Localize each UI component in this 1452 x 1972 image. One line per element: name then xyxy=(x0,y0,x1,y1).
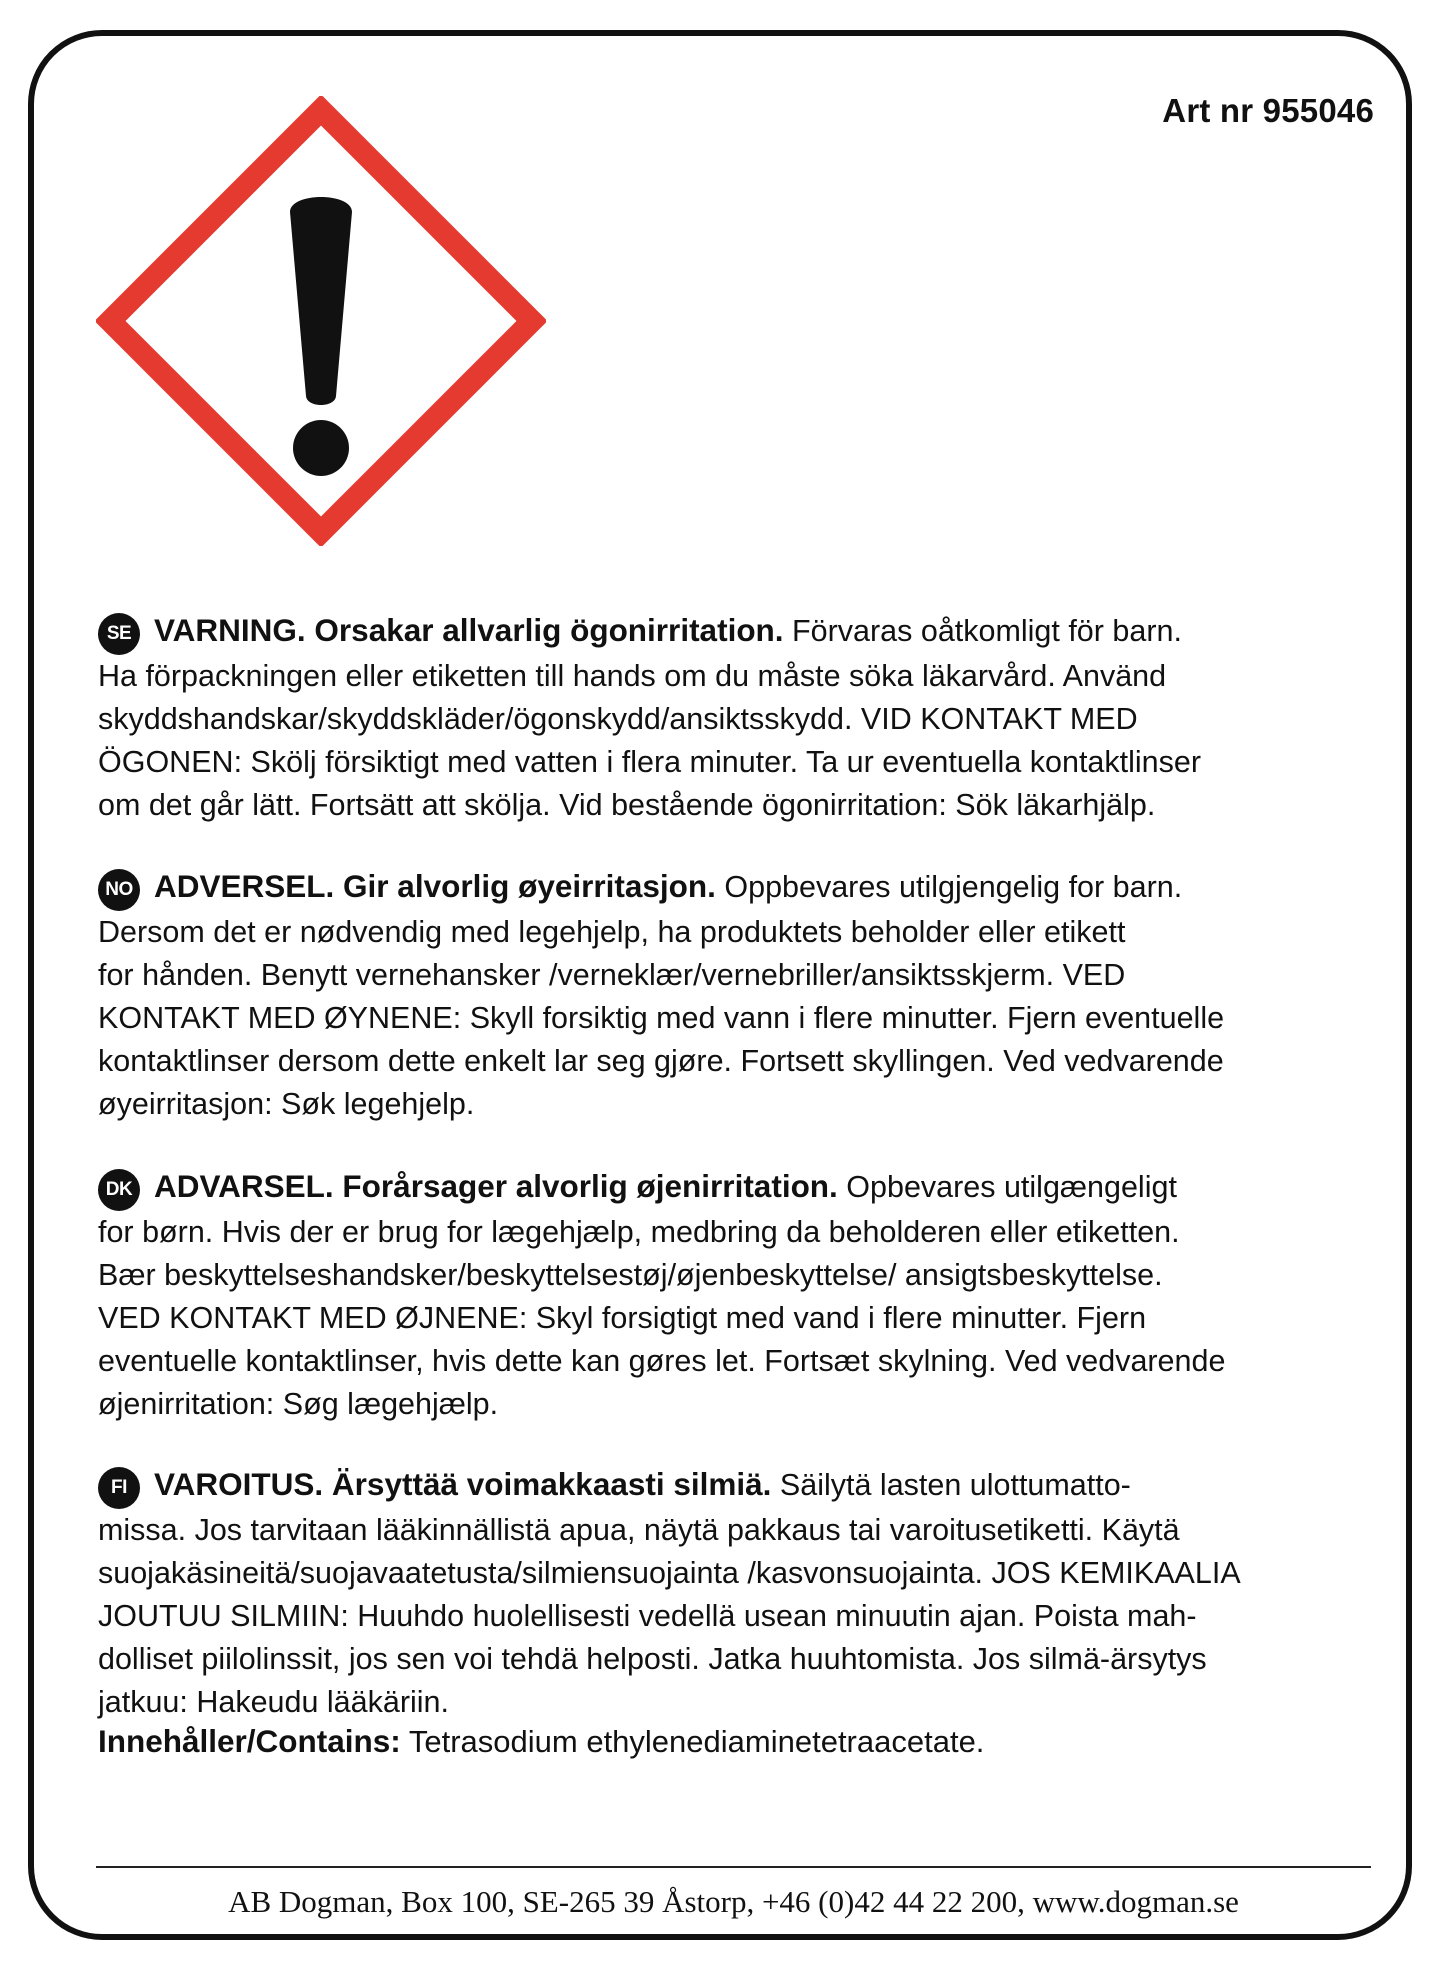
language-badge-se: SE xyxy=(98,613,140,655)
warning-text-fi: missa. Jos tarvitaan lääkinnällistä apua, näytä pakkaus tai varoitusetiketti. Käytä suojakäsineitä/suojavaatetusta/silmiensuojainta /kasvonsuojainta. JOS KEMIKAALIA JOUTUU SILMIIN: Huuhdo huolellisesti vedellä usean minuutin ajan. Poista mah- dolliset piilolinssit, jos sen voi tehdä helposti. Jatka huuhtomista. Jos silmä-ärsytys jatkuu: Hakeudu lääkäriin. xyxy=(98,1513,1241,1719)
warning-text-dk: for børn. Hvis der er brug for lægehjælp, medbring da beholderen eller etiketten. Bær beskyttelseshandsker/beskyttelsestøj/øjenbeskyttelse/ ansigtsbeskyttelse. VED KONTAKT MED ØJNENE: Skyl forsigtigt med vand i flere minutter. Fjern eventuelle kontaktlinser, hvis dette kan gøres let. Fortsæt skylning. Ved vedvarende øjenirritation: Søg lægehjælp. xyxy=(98,1215,1226,1421)
warning-text-se: Ha förpackningen eller etiketten till hands om du måste söka läkarvård. Använd skyddshandskar/skyddskläder/ögonskydd/ansiktsskydd. VID KONTAKT MED ÖGONEN: Skölj försiktigt med vatten i flera minuter. Ta ur eventuella kontaktlinser om det går lätt. Fortsätt att skölja. Vid bestående ögonirritation: Sök läkarhjälp. xyxy=(98,659,1201,822)
warning-section-fi xyxy=(98,1420,1378,1724)
footer-divider xyxy=(96,1866,1371,1868)
warning-text-first-fi: Säilytä lasten ulottumatto- xyxy=(779,1468,1131,1502)
contains-label: Innehåller/Contains: xyxy=(98,1723,401,1759)
warning-heading-no: ADVERSEL. Gir alvorlig øyeirritasjon. xyxy=(154,868,716,904)
warning-section-dk xyxy=(98,1122,1378,1426)
ghs-exclamation-mark-icon xyxy=(96,96,546,546)
warning-heading-fi: VAROITUS. Ärsyttää voimakkaasti silmiä. xyxy=(154,1466,772,1502)
warning-text-no: Dersom det er nødvendig med legehjelp, ha produktets beholder eller etikett for hånden. Benytt vernehansker /verneklær/vernebriller/ansiktsskjerm. VED KONTAKT MED ØYNENE: Skyll forsiktig med vann i flere minutter. Fjern eventuelle kontaktlinser dersom dette enkelt lar seg gjøre. Fortsett skyllingen. Ved vedvarende øyeirritasjon: Søk legehjelp. xyxy=(98,915,1225,1121)
company-footer: AB Dogman, Box 100, SE-265 39 Åstorp, +46 (0)42 44 22 200, www.dogman.se xyxy=(228,1884,1239,1919)
warning-text-first-se: Förvaras oåtkomligt för barn. xyxy=(792,614,1182,648)
warning-section-se xyxy=(98,566,1378,827)
language-badge-dk: DK xyxy=(98,1169,140,1211)
warning-text-first-no: Oppbevares utilgjengelig for barn. xyxy=(724,870,1183,904)
exclamation-dot xyxy=(293,420,349,476)
warning-text-first-dk: Opbevares utilgængeligt xyxy=(846,1170,1177,1204)
warning-section-no xyxy=(98,822,1378,1126)
language-badge-no: NO xyxy=(98,869,140,911)
contains-value: Tetrasodium ethylenediaminetetraacetate. xyxy=(408,1724,985,1759)
contains-line xyxy=(98,1720,984,1763)
warning-heading-se: VARNING. Orsakar allvarlig ögonirritation. xyxy=(154,612,784,648)
article-number: Art nr 955046 xyxy=(1162,92,1374,129)
warning-heading-dk: ADVARSEL. Forårsager alvorlig øjenirritation. xyxy=(154,1168,838,1204)
language-badge-fi: FI xyxy=(98,1467,140,1509)
